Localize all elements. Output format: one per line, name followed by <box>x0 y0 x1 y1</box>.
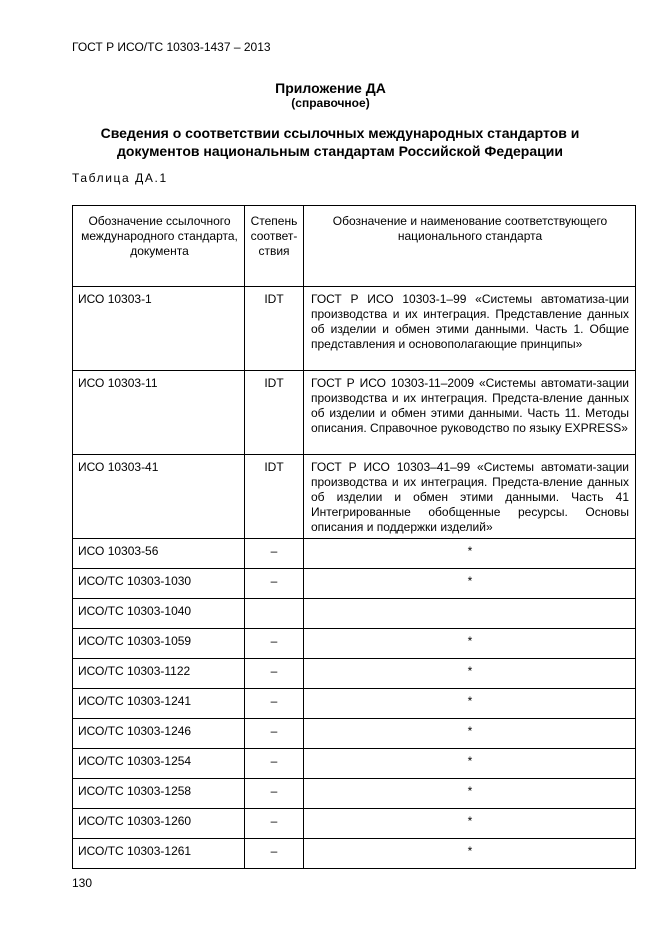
reference-standard-cell: ИСО 10303-41 <box>73 455 245 539</box>
degree-cell: – <box>245 809 304 839</box>
reference-standard-cell: ИСО/ТС 10303-1258 <box>73 779 245 809</box>
degree-cell <box>245 599 304 629</box>
degree-cell: – <box>245 839 304 869</box>
header-degree: Степень соответ-ствия <box>245 206 304 287</box>
degree-cell: – <box>245 539 304 569</box>
national-standard-cell: ГОСТ Р ИСО 10303-1–99 «Системы автоматиза-ции производства и их интеграция. Представление данных об изделии и обмен этими данными. Часть 1. Общие представления и основополагающие принципы» <box>304 287 636 371</box>
national-standard-cell: * <box>304 839 636 869</box>
degree-cell: – <box>245 659 304 689</box>
table-caption: Таблица ДА.1 <box>72 171 168 185</box>
national-standard-cell: * <box>304 569 636 599</box>
national-standard-cell: * <box>304 629 636 659</box>
table-row <box>73 371 636 455</box>
reference-standard-cell: ИСО/ТС 10303-1059 <box>73 629 245 659</box>
degree-cell: – <box>245 629 304 659</box>
table-row <box>73 809 636 839</box>
table-row <box>73 779 636 809</box>
table-row <box>73 599 636 629</box>
national-standard-cell: * <box>304 719 636 749</box>
national-standard-cell: ГОСТ Р ИСО 10303-11–2009 «Системы автомати-зации производства и их интеграция. Предста-вление данных об изделии и обмен этими данными. Часть 11. Методы описания. Справочное руководство по языку EXPRESS» <box>304 371 636 455</box>
reference-standard-cell: ИСО/ТС 10303-1241 <box>73 689 245 719</box>
section-heading-line-1: Сведения о соответствии ссылочных международных стандартов и <box>100 125 580 141</box>
table-row <box>73 749 636 779</box>
reference-standard-cell: ИСО/ТС 10303-1122 <box>73 659 245 689</box>
section-heading-line-2: документов национальным стандартам Российской Федерации <box>117 143 563 159</box>
national-standard-cell: ГОСТ Р ИСО 10303–41–99 «Системы автомати-зации производства и их интеграция. Предста-вление данных об изделии и обмен этими данными. Часть 41 Интегрированные обобщенные ресурсы. Основы описания и поддержки изделий» <box>304 455 636 539</box>
reference-standard-cell: ИСО/ТС 10303-1254 <box>73 749 245 779</box>
table-row <box>73 659 636 689</box>
table-row <box>73 839 636 869</box>
header-national-standard: Обозначение и наименование соответствующего национального стандарта <box>304 206 636 287</box>
degree-cell: – <box>245 749 304 779</box>
degree-cell: – <box>245 779 304 809</box>
degree-cell: – <box>245 569 304 599</box>
national-standard-cell: * <box>304 779 636 809</box>
reference-standard-cell: ИСО 10303-1 <box>73 287 245 371</box>
reference-standard-cell: ИСО 10303-56 <box>73 539 245 569</box>
degree-cell: IDT <box>245 287 304 371</box>
table-row <box>73 569 636 599</box>
table-header-row <box>73 206 636 287</box>
table-row <box>73 629 636 659</box>
national-standard-cell: * <box>304 659 636 689</box>
reference-standard-cell: ИСО/ТС 10303-1246 <box>73 719 245 749</box>
degree-cell: – <box>245 719 304 749</box>
correspondence-table <box>72 205 636 869</box>
national-standard-cell: * <box>304 809 636 839</box>
degree-cell: IDT <box>245 371 304 455</box>
national-standard-cell <box>304 599 636 629</box>
table-row <box>73 287 636 371</box>
running-header: ГОСТ Р ИСО/ТС 10303-1437 – 2013 <box>72 40 271 54</box>
national-standard-cell: * <box>304 749 636 779</box>
table-row <box>73 455 636 539</box>
degree-cell: – <box>245 689 304 719</box>
reference-standard-cell: ИСО/ТС 10303-1040 <box>73 599 245 629</box>
reference-standard-cell: ИСО 10303-11 <box>73 371 245 455</box>
national-standard-cell: * <box>304 689 636 719</box>
table-row <box>73 719 636 749</box>
header-reference-standard: Обозначение ссылочного международного стандарта, документа <box>73 206 245 287</box>
national-standard-cell: * <box>304 539 636 569</box>
reference-standard-cell: ИСО/ТС 10303-1030 <box>73 569 245 599</box>
table-row <box>73 539 636 569</box>
reference-standard-cell: ИСО/ТС 10303-1261 <box>73 839 245 869</box>
appendix-subtitle: (справочное) <box>291 96 370 110</box>
table-row <box>73 689 636 719</box>
page-number: 130 <box>72 876 93 890</box>
appendix-title: Приложение ДА <box>275 80 386 96</box>
section-heading <box>60 124 620 160</box>
degree-cell: IDT <box>245 455 304 539</box>
reference-standard-cell: ИСО/ТС 10303-1260 <box>73 809 245 839</box>
